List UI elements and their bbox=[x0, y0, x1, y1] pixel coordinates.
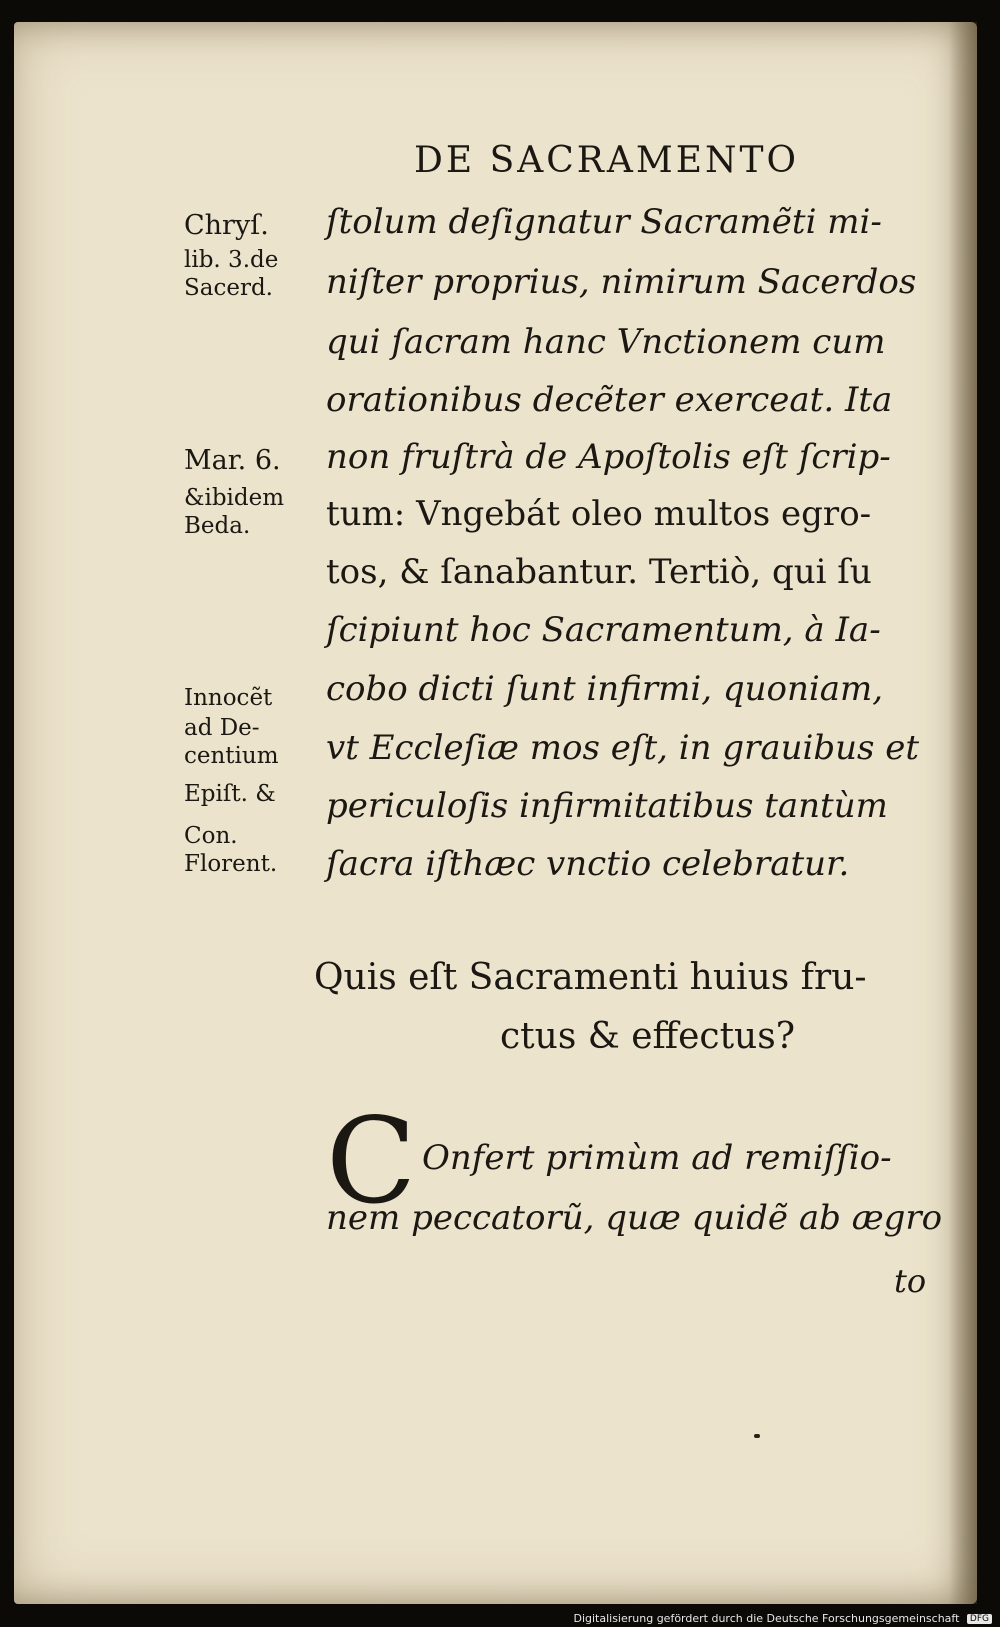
margin-note-8: ad De- bbox=[184, 715, 260, 741]
answer-line-2: nem peccatorũ, quæ quidẽ ab ægro bbox=[326, 1198, 943, 1238]
margin-note-9: centium bbox=[184, 743, 279, 769]
ink-speck bbox=[754, 1434, 760, 1438]
margin-note-10: Epiſt. & bbox=[184, 781, 276, 807]
body-line-2: niſter proprius, nimirum Sacerdos bbox=[326, 262, 917, 302]
footer-credit-text: Digitalisierung gefördert durch die Deutsche Forschungsgemeinschaft bbox=[573, 1612, 960, 1625]
dfg-logo-icon: DFG bbox=[967, 1614, 992, 1624]
body-line-9: cobo dicti ſunt infirmi, quoniam, bbox=[326, 669, 884, 709]
body-line-3: qui ſacram hanc Vnctionem cum bbox=[326, 322, 886, 362]
drop-cap: C bbox=[326, 1092, 417, 1230]
body-line-10: vt Eccleſiæ mos eſt, in grauibus et bbox=[326, 728, 920, 768]
body-line-11: periculoſis infirmitatibus tantùm bbox=[326, 786, 888, 826]
body-line-7: tos, & ſanabantur. Tertiò, qui ſu bbox=[326, 552, 872, 592]
book-page bbox=[14, 22, 977, 1604]
question-line-2: ctus & effectus? bbox=[500, 1016, 795, 1057]
body-line-6: tum: Vngebát oleo multos egro- bbox=[326, 494, 872, 534]
catchword: to bbox=[894, 1262, 927, 1300]
body-line-1: ſtolum deſignatur Sacramẽti mi- bbox=[326, 202, 882, 242]
margin-note-3: Sacerd. bbox=[184, 275, 273, 301]
margin-note-6: Beda. bbox=[184, 513, 251, 539]
margin-note-7: Innocẽt bbox=[184, 685, 273, 711]
body-line-12: ſacra iſthæc vnctio celebratur. bbox=[326, 844, 850, 884]
margin-note-4: Mar. 6. bbox=[184, 445, 281, 476]
margin-note-2: lib. 3.de bbox=[184, 247, 279, 273]
margin-note-1: Chryſ. bbox=[184, 210, 269, 241]
digitization-credit bbox=[573, 1612, 992, 1625]
margin-note-11: Con. bbox=[184, 823, 238, 849]
body-line-4: orationibus decẽter exerceat. Ita bbox=[326, 380, 893, 420]
margin-note-5: &ibidem bbox=[184, 485, 285, 511]
margin-note-12: Florent. bbox=[184, 851, 278, 877]
running-head: DE SACRAMENTO bbox=[414, 140, 800, 181]
body-line-8: ſcipiunt hoc Sacramentum, à Ia- bbox=[326, 610, 881, 650]
question-line-1: Quis eſt Sacramenti huius fru- bbox=[314, 957, 867, 998]
answer-line-1: Onfert primùm ad remiſſio- bbox=[422, 1138, 892, 1178]
body-line-5: non fruſtrà de Apoſtolis eſt ſcrip- bbox=[326, 437, 891, 477]
